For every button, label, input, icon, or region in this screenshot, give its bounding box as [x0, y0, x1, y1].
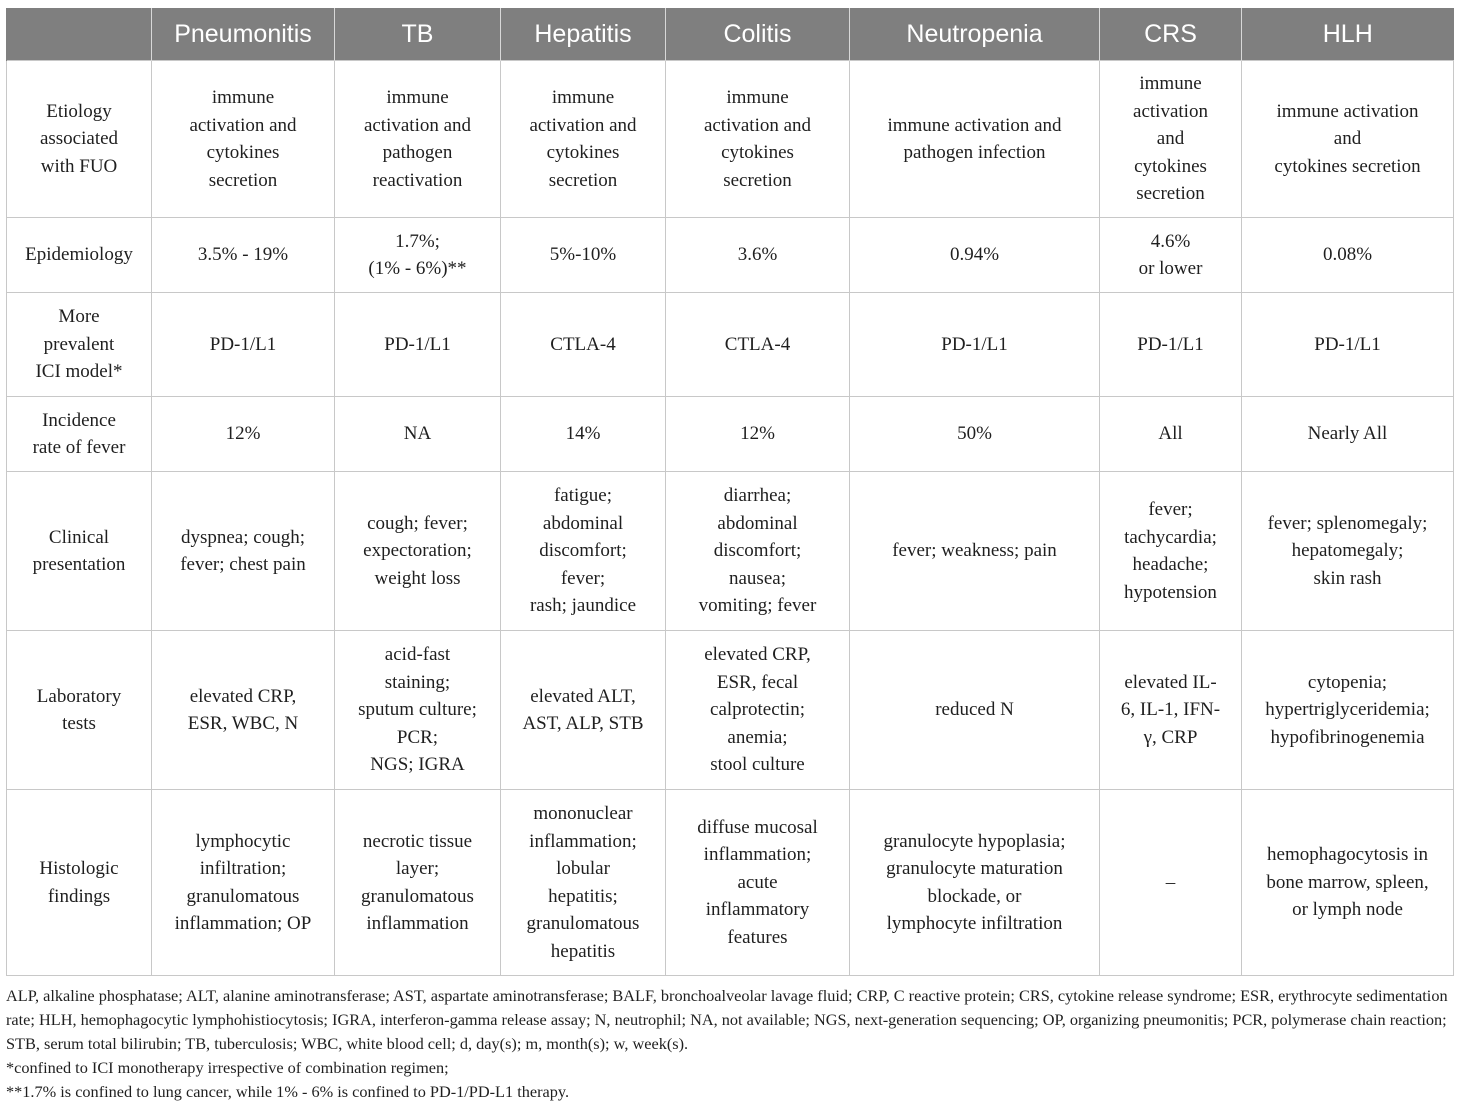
table-cell: NA [335, 397, 501, 472]
footnote-abbreviations: ALP, alkaline phosphatase; ALT, alanine aminotransferase; AST, aspartate aminotransferase; BALF, bronchoalveolar lavage fluid; CRP, C reactive protein; CRS, cytokine release syndrome; ESR, erythrocyte sedimentation rate; HLH, hemophagocytic lymphohistiocytosis; IGRA, interferon-gamma release assay; N, neutrophil; NA, not available; NGS, next-generation sequencing; OP, organizing pneumonitis; PCR, polymerase chain reaction; STB, serum total bilirubin; TB, tuberculosis; WBC, white blood cell; d, day(s); m, month(s); w, week(s). [6, 986, 1448, 1053]
table-cell: PD-1/L1 [335, 293, 501, 397]
table-cell: immune activation and cytokines secretion [1242, 61, 1454, 218]
table-cell: 12% [666, 397, 850, 472]
table-cell: PD-1/L1 [1242, 293, 1454, 397]
row-label: Clinical presentation [7, 472, 152, 631]
table-cell: necrotic tissue layer; granulomatous inflammation [335, 790, 501, 976]
row-label: Histologic findings [7, 790, 152, 976]
header-crs: CRS [1100, 8, 1242, 61]
table-cell: granulocyte hypoplasia; granulocyte maturation blockade, or lymphocyte infiltration [850, 790, 1100, 976]
table-cell: mononuclear inflammation; lobular hepatitis; granulomatous hepatitis [501, 790, 666, 976]
table-cell: dyspnea; cough; fever; chest pain [152, 472, 335, 631]
row-label: More prevalent ICI model* [7, 293, 152, 397]
table-cell: All [1100, 397, 1242, 472]
table-cell: 4.6% or lower [1100, 218, 1242, 293]
header-hlh: HLH [1242, 8, 1454, 61]
table-cell: lymphocytic infiltration; granulomatous inflammation; OP [152, 790, 335, 976]
table-cell: elevated IL- 6, IL-1, IFN- γ, CRP [1100, 631, 1242, 790]
row-label: Epidemiology [7, 218, 152, 293]
header-pneumonitis: Pneumonitis [152, 8, 335, 61]
table-cell: immune activation and cytokines secretion [152, 61, 335, 218]
header-tb: TB [335, 8, 501, 61]
table-cell: cough; fever; expectoration; weight loss [335, 472, 501, 631]
row-label: Etiology associated with FUO [7, 61, 152, 218]
table-cell: cytopenia; hypertriglyceridemia; hypofibrinogenemia [1242, 631, 1454, 790]
table-cell: diffuse mucosal inflammation; acute inflammatory features [666, 790, 850, 976]
header-hepatitis: Hepatitis [501, 8, 666, 61]
table-cell: fever; splenomegaly; hepatomegaly; skin rash [1242, 472, 1454, 631]
table-cell: 3.6% [666, 218, 850, 293]
table-cell: acid-fast staining; sputum culture; PCR; NGS; IGRA [335, 631, 501, 790]
table-cell: fever; weakness; pain [850, 472, 1100, 631]
table-cell: 0.94% [850, 218, 1100, 293]
table-cell: hemophagocytosis in bone marrow, spleen, or lymph node [1242, 790, 1454, 976]
table-cell: elevated CRP, ESR, fecal calprotectin; anemia; stool culture [666, 631, 850, 790]
row-laboratory-tests [7, 631, 1454, 790]
table-cell: 50% [850, 397, 1100, 472]
table-cell: elevated ALT, AST, ALP, STB [501, 631, 666, 790]
header-colitis: Colitis [666, 8, 850, 61]
footnote-single-asterisk: *confined to ICI monotherapy irrespective of combination regimen; [6, 1058, 449, 1077]
row-ici-model [7, 293, 1454, 397]
row-clinical-presentation [7, 472, 1454, 631]
footnotes [6, 984, 1456, 1104]
table-cell: immune activation and cytokines secretion [1100, 61, 1242, 218]
table-container [6, 8, 1453, 976]
comparison-table [6, 8, 1454, 976]
table-cell: – [1100, 790, 1242, 976]
table-cell: 12% [152, 397, 335, 472]
table-cell: 1.7%; (1% - 6%)** [335, 218, 501, 293]
table-cell: Nearly All [1242, 397, 1454, 472]
row-etiology [7, 61, 1454, 218]
table-cell: elevated CRP, ESR, WBC, N [152, 631, 335, 790]
table-cell: 3.5% - 19% [152, 218, 335, 293]
row-histologic-findings [7, 790, 1454, 976]
row-fever-incidence [7, 397, 1454, 472]
footnote-double-asterisk: **1.7% is confined to lung cancer, while 1% - 6% is confined to PD-1/PD-L1 therapy. [6, 1082, 570, 1101]
table-cell: 5%-10% [501, 218, 666, 293]
table-cell: PD-1/L1 [1100, 293, 1242, 397]
table-cell: immune activation and cytokines secretion [501, 61, 666, 218]
table-cell: CTLA-4 [666, 293, 850, 397]
table-cell: 0.08% [1242, 218, 1454, 293]
table-cell: diarrhea; abdominal discomfort; nausea; vomiting; fever [666, 472, 850, 631]
header-corner [7, 8, 152, 61]
header-row [7, 8, 1454, 61]
table-cell: immune activation and pathogen infection [850, 61, 1100, 218]
header-neutropenia: Neutropenia [850, 8, 1100, 61]
row-label: Laboratory tests [7, 631, 152, 790]
table-cell: immune activation and cytokines secretion [666, 61, 850, 218]
row-epidemiology [7, 218, 1454, 293]
row-label: Incidence rate of fever [7, 397, 152, 472]
table-cell: reduced N [850, 631, 1100, 790]
table-cell: PD-1/L1 [152, 293, 335, 397]
table-cell: immune activation and pathogen reactivation [335, 61, 501, 218]
table-cell: CTLA-4 [501, 293, 666, 397]
table-cell: 14% [501, 397, 666, 472]
table-cell: PD-1/L1 [850, 293, 1100, 397]
table-cell: fatigue; abdominal discomfort; fever; rash; jaundice [501, 472, 666, 631]
table-cell: fever; tachycardia; headache; hypotension [1100, 472, 1242, 631]
